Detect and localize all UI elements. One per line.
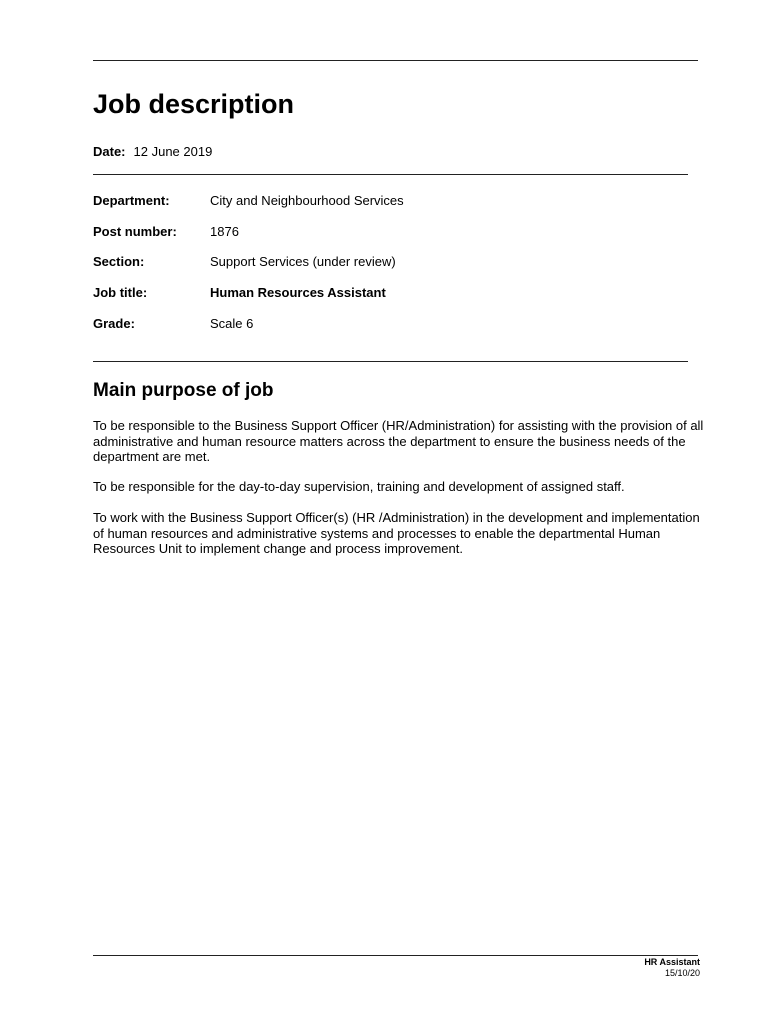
field-label: Post number: [93, 224, 177, 239]
field-section [93, 253, 396, 270]
purpose-paragraph: To be responsible to the Business Support Officer (HR/Administration) for assisting with the provision of all administrative and human resource matters across the department to ensure the business needs of the department are met. [93, 418, 704, 464]
date-value: 12 June 2019 [133, 144, 213, 159]
field-label: Job title: [93, 285, 148, 300]
page-title: Job description [93, 89, 295, 119]
date-line [93, 143, 212, 160]
purpose-paragraph: To be responsible for the day-to-day supervision, training and development of assigned staff. [93, 479, 625, 494]
field-department [93, 192, 404, 209]
field-label: Grade: [93, 316, 135, 331]
footer-date: 15/10/20 [664, 968, 700, 978]
field-value: Support Services (under review) [210, 254, 396, 269]
fields-divider [93, 361, 688, 362]
top-rule [93, 60, 698, 61]
field-post-number [93, 223, 239, 240]
field-label: Section: [93, 254, 145, 269]
header-divider [93, 174, 688, 175]
field-value: Scale 6 [210, 316, 254, 331]
purpose-paragraph: To work with the Business Support Officer(s) (HR /Administration) in the development and implementation of human resources and administrative systems and processes to enable the departmental Human Resources Unit to implement change and process improvement. [93, 510, 700, 556]
footer-title: HR Assistant [644, 957, 700, 967]
footer-rule [93, 955, 698, 956]
field-value: Human Resources Assistant [210, 285, 386, 300]
field-value: 1876 [210, 224, 239, 239]
field-value: City and Neighbourhood Services [210, 193, 404, 208]
field-label: Department: [93, 193, 170, 208]
page-footer [644, 957, 700, 979]
field-grade [93, 315, 253, 332]
section-heading-main-purpose: Main purpose of job [93, 380, 274, 401]
date-label: Date: [93, 144, 126, 159]
field-job-title [93, 284, 386, 301]
